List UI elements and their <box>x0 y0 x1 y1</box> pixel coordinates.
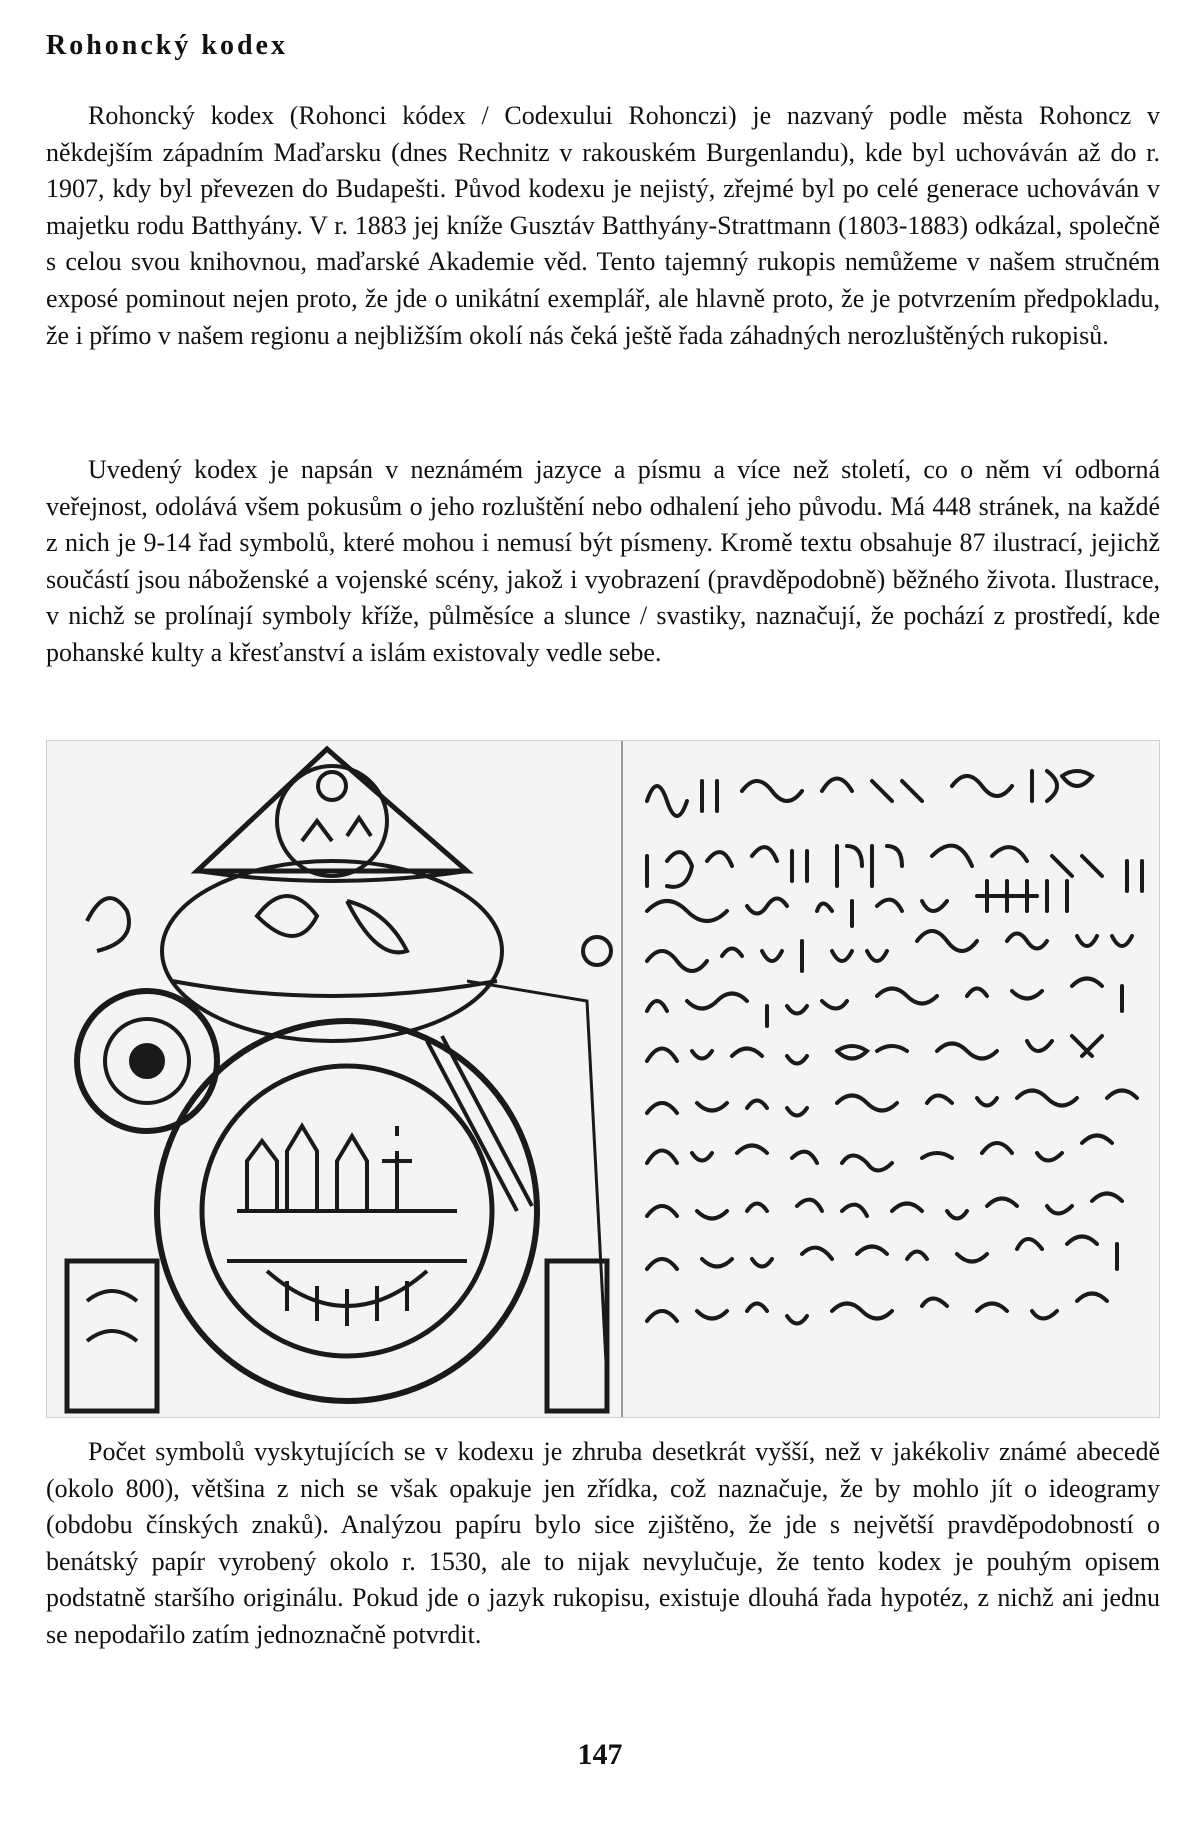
paragraph-2: Uvedený kodex je napsán v neznámém jazyce a písmu a více než století, co o něm ví odborná veřejnost, odolává všem pokusům o jeho rozluštění nebo odhalení jeho původu. Má 448 stránek, na každé z nich je 9-14 řad symbolů, které mohou i nemusí být písmeny. Kromě textu obsahuje 87 ilustrací, jejichž součástí jsou náboženské a vojenské scény, jakož i vyobrazení (pravděpodobně) běžného života. Ilustrace, v nichž se prolínají symboly kříže, půlměsíce a slunce / svastiky, naznačují, že pochází z prostředí, kde pohanské kulty a křesťanství a islám existovaly vedle sebe. <box>46 455 1160 667</box>
page-title: Rohoncký kodex <box>46 30 288 61</box>
page-number: 147 <box>577 1738 623 1771</box>
codex-script <box>647 771 1142 1324</box>
paragraph-3: Počet symbolů vyskytujících se v kodexu je zhruba desetkrát vyšší, než v jakékoliv známé abecedě (okolo 800), většina z nich se však opakuje jen zřídka, což naznačuje, že by mohlo jít o ideogramy (obdobu čínských znaků). Analýzou papíru bylo sice zjištěno, že jde s největší pravděpodobností o benátský papír vyrobený okolo r. 1530, ale to nijak nevylučuje, že tento kodex je pouhým opisem podstatně staršího originálu. Pokud jde o jazyk rukopisu, existuje dlouhá řada hypotéz, z nichž ani jednu se nepodařilo zatím jednoznačně potvrdit. <box>46 1437 1160 1649</box>
codex-illustration <box>46 740 1160 1418</box>
codex-drawing <box>67 749 611 1411</box>
paragraph-1: Rohoncký kodex (Rohonci kódex / Codexului Rohonczi) je nazvaný podle města Rohoncz v někdejším západním Maďarsku (dnes Rechnitz v rakouském Burgenlandu), kde byl uchováván až do r. 1907, kdy byl převezen do Budapešti. Původ kodexu je nejistý, zřejmé byl po celé generace uchováván v majetku rodu Batthyány. V r. 1883 jej kníže Gusztáv Batthyány-Strattmann (1803-1883) odkázal, společně s celou svou knihovnou, maďarské Akademie věd. Tento tajemný rukopis nemůžeme v našem stručném exposé pominout nejen proto, že jde o unikátní exemplář, ale hlavně proto, že je potvrzením předpokladu, že i přímo v našem regionu a nejbližším okolí nás čeká ještě řada záhadných nerozluštěných rukopisů. <box>46 101 1160 350</box>
